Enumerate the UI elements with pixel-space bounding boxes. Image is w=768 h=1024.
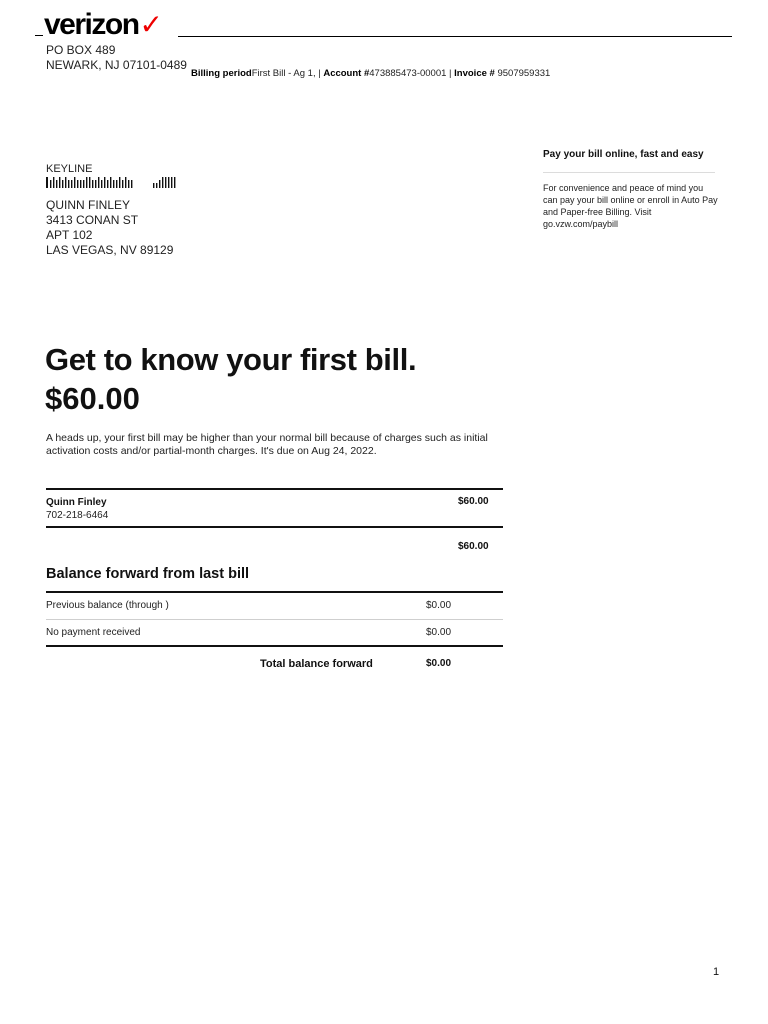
keyline-label: KEYLINE — [46, 163, 93, 175]
recipient-apt: APT 102 — [46, 228, 93, 242]
billing-period-value: First Bill - Ag 1, — [251, 68, 316, 79]
verizon-logo — [44, 8, 162, 42]
payment-value: $0.00 — [426, 627, 452, 638]
return-address-line2: NEWARK, NJ 07101-0489 — [46, 58, 187, 72]
customer-phone: 702-218-6464 — [46, 510, 109, 521]
summary-top-rule — [46, 488, 503, 490]
previous-balance-label: Previous balance (through ) — [46, 600, 169, 611]
header-rule — [178, 36, 732, 37]
balance-top-rule — [46, 591, 503, 593]
separator: | — [315, 68, 324, 79]
page-number: 1 — [713, 966, 720, 978]
billing-info-line — [191, 68, 550, 79]
total-amount-due: $60.00 — [45, 381, 140, 416]
separator: | — [446, 68, 455, 79]
subtotal-amount: $60.00 — [458, 541, 489, 552]
line-amount: $60.00 — [458, 496, 489, 507]
total-balance-forward-value: $0.00 — [426, 658, 452, 669]
mailing-address — [46, 198, 173, 258]
account-number: 473885473-00001 — [369, 68, 447, 79]
row-divider — [46, 619, 503, 620]
payment-label: No payment received — [46, 627, 141, 638]
checkmark-icon: ✓ — [139, 9, 162, 40]
invoice-number: 9507959331 — [497, 68, 551, 79]
balance-bottom-rule — [46, 645, 503, 647]
pay-online-title: Pay your bill online, fast and easy — [543, 149, 704, 160]
invoice-label: Invoice # — [454, 68, 495, 79]
postal-barcode — [46, 177, 181, 188]
pay-online-divider — [543, 172, 715, 173]
logo-underline — [35, 35, 43, 36]
account-label: Account # — [323, 68, 370, 79]
balance-forward-title: Balance forward from last bill — [46, 566, 250, 582]
recipient-city: LAS VEGAS, NV 89129 — [46, 243, 174, 257]
pay-online-body: For convenience and peace of mind you can pay your bill online or enroll in Auto Pay and Paper-free Billing. Visit go.vzw.com/paybill — [543, 183, 718, 229]
total-balance-forward-label: Total balance forward — [260, 658, 373, 670]
recipient-street: 3413 CONAN ST — [46, 213, 139, 227]
return-address — [46, 43, 187, 73]
customer-name: Quinn Finley — [46, 497, 107, 508]
billing-period-label: Billing period — [191, 68, 252, 79]
logo-text: verizon — [44, 8, 139, 41]
recipient-name: QUINN FINLEY — [46, 198, 131, 212]
return-address-line1: PO BOX 489 — [46, 43, 116, 57]
previous-balance-value: $0.00 — [426, 600, 452, 611]
first-bill-note: A heads up, your first bill may be higher than your normal bill because of charges such as initial activation costs and/or partial-month charges. It's due on Aug 24, 2022. — [46, 432, 488, 457]
summary-bottom-rule — [46, 526, 503, 528]
page-title: Get to know your first bill. — [45, 342, 417, 377]
